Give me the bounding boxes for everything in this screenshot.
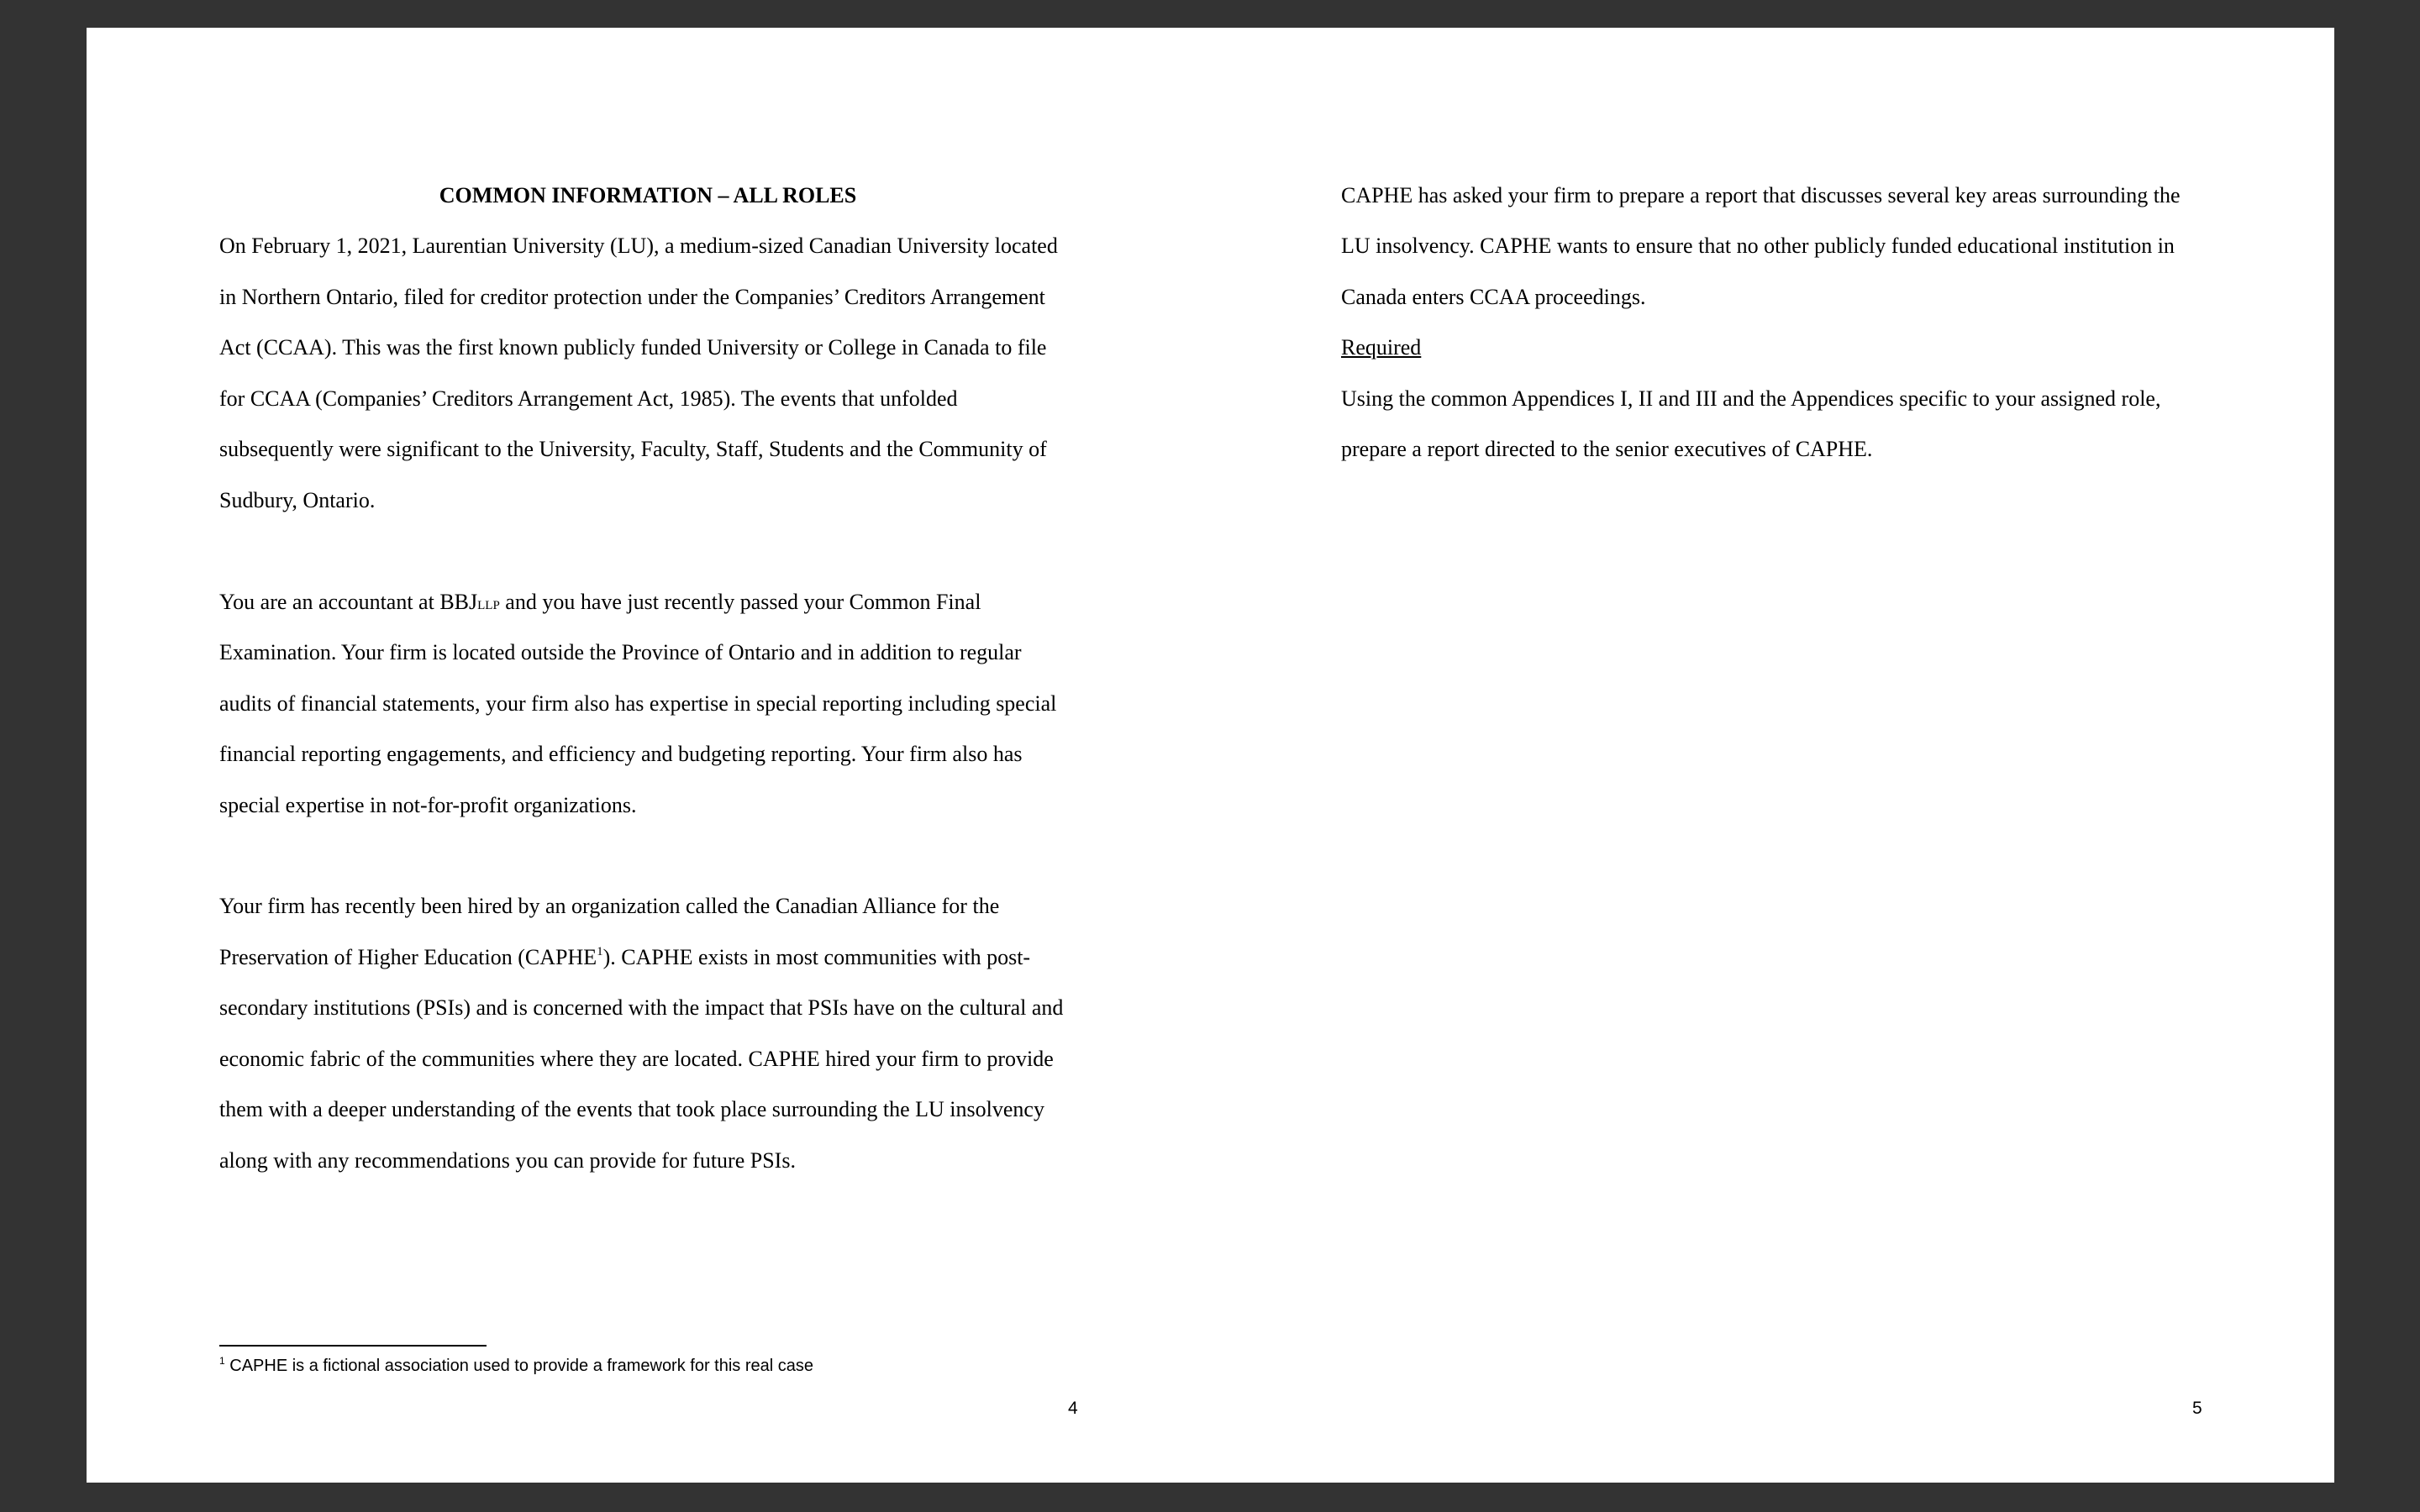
para1-line: Sudbury, Ontario. [219,488,376,512]
right-para1-line: LU insolvency. CAPHE wants to ensure that no other publicly funded educational institution in [1341,234,2175,258]
document-spread [87,28,2334,1483]
footnote-reference[interactable]: 1 [597,945,603,958]
para1-line: On February 1, 2021, Laurentian University (LU), a medium-sized Canadian University located [219,234,1058,258]
para1-line: Act (CCAA). This was the first known publicly funded University or College in Canada to file [219,335,1047,360]
para1-line: for CCAA (Companies’ Creditors Arrangement Act, 1985). The events that unfolded [219,386,958,411]
para1-line: subsequently were significant to the University, Faculty, Staff, Students and the Community of [219,437,1047,461]
page-number-right: 5 [2192,1399,2202,1418]
required-heading: Required [1341,335,1422,360]
page-number-left: 4 [1068,1399,1078,1418]
para2-line1-before: You are an accountant at BBJ [219,590,478,614]
section-title: COMMON INFORMATION – ALL ROLES [439,183,857,207]
right-para2-line: prepare a report directed to the senior executives of CAPHE. [1341,437,1873,461]
para3-line2-after: ). CAPHE exists in most communities with post- [602,945,1031,969]
para2-line1-after: and you have just recently passed your Common Final [499,590,981,614]
para3-line: them with a deeper understanding of the events that took place surrounding the LU insolvency [219,1097,1044,1121]
para2-line: special expertise in not-for-profit organizations. [219,793,637,817]
para2-line: Examination. Your firm is located outside the Province of Ontario and in addition to regular [219,640,1022,664]
para3-line: Your firm has recently been hired by an organization called the Canadian Alliance for the [219,894,1000,918]
para3-line: economic fabric of the communities where they are located. CAPHE hired your firm to provide [219,1047,1054,1071]
llp-subscript: LLP [477,599,500,612]
para3-line: along with any recommendations you can provide for future PSIs. [219,1148,796,1173]
para2-line [219,590,981,618]
para3-line: secondary institutions (PSIs) and is concerned with the impact that PSIs have on the cultural and [219,995,1064,1020]
right-para2-line: Using the common Appendices I, II and III and the Appendices specific to your assigned role, [1341,386,2161,411]
para2-line: audits of financial statements, your firm also has expertise in special reporting including special [219,691,1057,716]
footnote-separator [219,1345,487,1347]
right-para1-line: Canada enters CCAA proceedings. [1341,285,1646,309]
para2-line: financial reporting engagements, and efficiency and budgeting reporting. Your firm also has [219,742,1023,766]
para3-line2-before: Preservation of Higher Education (CAPHE [219,945,597,969]
footnote [219,1357,813,1376]
footnote-marker: 1 [219,1355,225,1367]
para3-line [219,945,1030,970]
footnote-text: CAPHE is a fictional association used to provide a framework for this real case [229,1357,814,1375]
right-para1-line: CAPHE has asked your firm to prepare a report that discusses several key areas surrounding the [1341,183,2181,207]
para1-line: in Northern Ontario, filed for creditor protection under the Companies’ Creditors Arrangement [219,285,1045,309]
